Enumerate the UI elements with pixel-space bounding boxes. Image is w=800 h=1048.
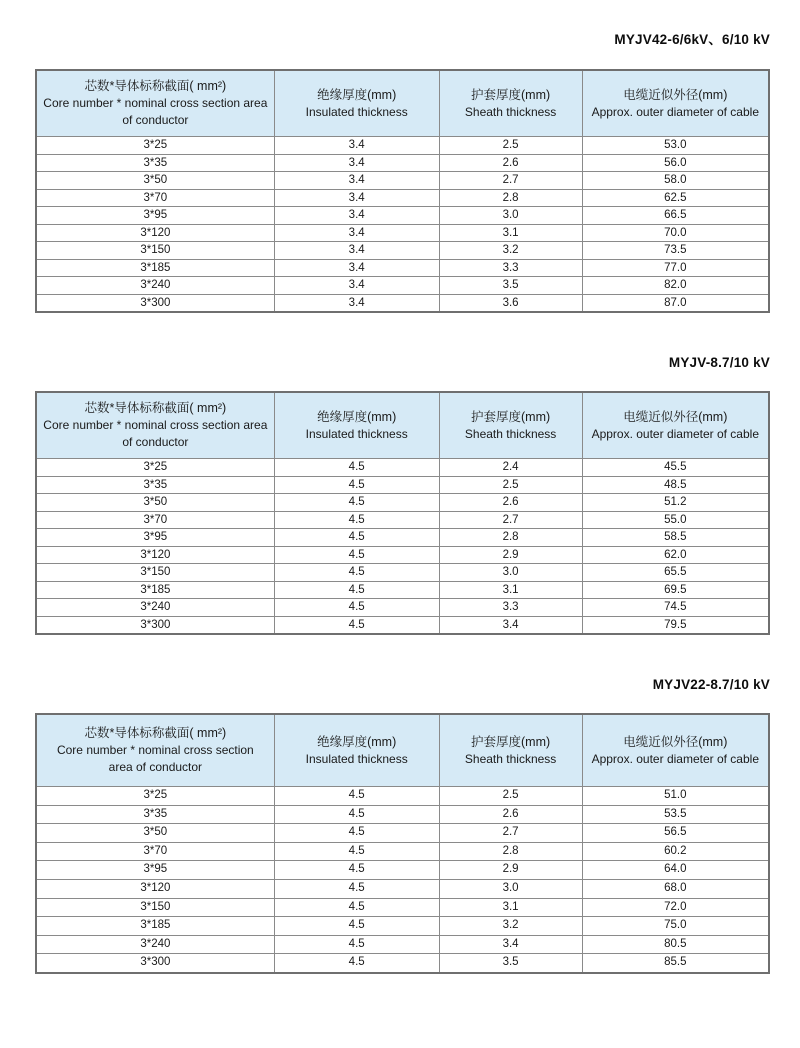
table-row — [36, 564, 769, 582]
table-cell-col3: 77.0 — [582, 259, 769, 277]
table-cell-col0: 3*70 — [36, 189, 274, 207]
table-cell-col0: 3*150 — [36, 242, 274, 260]
table-cell-col2: 3.1 — [439, 581, 582, 599]
table-cell-col3: 73.5 — [582, 242, 769, 260]
table-cell-col2: 2.6 — [439, 494, 582, 512]
table-cell-col1: 3.4 — [274, 242, 439, 260]
table-row — [36, 259, 769, 277]
table-cell-col2: 2.6 — [439, 805, 582, 824]
table-cell-col0: 3*50 — [36, 824, 274, 843]
column-header-en: area of conductor — [108, 760, 203, 774]
column-header-0 — [36, 714, 274, 787]
table-cell-col0: 3*120 — [36, 224, 274, 242]
table-cell-col2: 3.5 — [439, 954, 582, 973]
table-cell-col2: 3.4 — [439, 935, 582, 954]
table-cell-col0: 3*70 — [36, 842, 274, 861]
table-row — [36, 242, 769, 260]
table-cell-col1: 3.4 — [274, 137, 439, 155]
table-cell-col1: 4.5 — [274, 459, 439, 477]
table-cell-col1: 4.5 — [274, 842, 439, 861]
table-cell-col3: 85.5 — [582, 954, 769, 973]
table-row — [36, 898, 769, 917]
table-cell-col1: 3.4 — [274, 207, 439, 225]
table-cell-col2: 2.7 — [439, 511, 582, 529]
table-cell-col3: 62.5 — [582, 189, 769, 207]
table-row — [36, 917, 769, 936]
table-cell-col2: 2.9 — [439, 861, 582, 880]
table-row — [36, 137, 769, 155]
table-cell-col3: 79.5 — [582, 616, 769, 634]
table-cell-col3: 70.0 — [582, 224, 769, 242]
table-row — [36, 787, 769, 806]
table-cell-col3: 45.5 — [582, 459, 769, 477]
column-header-3 — [582, 70, 769, 137]
table-cell-col1: 4.5 — [274, 476, 439, 494]
table-cell-col1: 4.5 — [274, 824, 439, 843]
column-header-en: Sheath thickness — [464, 426, 557, 441]
table-title-myjv22: MYJV22-8.7/10 kV — [652, 677, 770, 692]
table-cell-col0: 3*95 — [36, 529, 274, 547]
table-row — [36, 172, 769, 190]
table-cell-col0: 3*300 — [36, 616, 274, 634]
column-header-zh: 芯数*导体标称截面( mm²) — [84, 79, 227, 93]
column-header-1 — [274, 392, 439, 459]
column-header-1 — [274, 714, 439, 787]
table-cell-col1: 3.4 — [274, 154, 439, 172]
table-cell-col2: 2.8 — [439, 842, 582, 861]
table-row — [36, 805, 769, 824]
table-cell-col0: 3*70 — [36, 511, 274, 529]
table-cell-col2: 3.2 — [439, 917, 582, 936]
table-row — [36, 207, 769, 225]
table-cell-col1: 4.5 — [274, 599, 439, 617]
column-header-en: of conductor — [122, 113, 189, 127]
table-cell-col0: 3*300 — [36, 294, 274, 312]
column-header-3 — [582, 714, 769, 787]
table-cell-col1: 4.5 — [274, 581, 439, 599]
column-header-en: Insulated thickness — [305, 426, 408, 441]
cable-spec-table-myjv42 — [35, 69, 770, 313]
table-row — [36, 189, 769, 207]
table-cell-col0: 3*185 — [36, 917, 274, 936]
table-row — [36, 224, 769, 242]
table-cell-col3: 48.5 — [582, 476, 769, 494]
table-cell-col3: 51.2 — [582, 494, 769, 512]
table-cell-col0: 3*95 — [36, 207, 274, 225]
table-cell-col1: 3.4 — [274, 277, 439, 295]
column-header-en: of conductor — [122, 435, 189, 449]
table-cell-col3: 58.0 — [582, 172, 769, 190]
column-header-en: Core number * nominal cross section area — [43, 418, 268, 432]
cable-spec-section-myjv42 — [35, 0, 770, 313]
table-row — [36, 842, 769, 861]
column-header-zh: 护套厚度(mm) — [471, 87, 551, 102]
table-cell-col2: 2.8 — [439, 529, 582, 547]
table-row — [36, 581, 769, 599]
table-cell-col3: 75.0 — [582, 917, 769, 936]
table-cell-col3: 53.0 — [582, 137, 769, 155]
table-cell-col0: 3*35 — [36, 154, 274, 172]
column-header-zh: 绝缘厚度(mm) — [317, 87, 397, 102]
column-header-0 — [36, 392, 274, 459]
table-cell-col0: 3*50 — [36, 172, 274, 190]
table-cell-col3: 80.5 — [582, 935, 769, 954]
table-cell-col3: 65.5 — [582, 564, 769, 582]
table-cell-col3: 58.5 — [582, 529, 769, 547]
table-row — [36, 277, 769, 295]
table-cell-col2: 3.3 — [439, 599, 582, 617]
column-header-2 — [439, 392, 582, 459]
table-cell-col2: 2.5 — [439, 476, 582, 494]
table-cell-col2: 2.7 — [439, 824, 582, 843]
column-header-zh: 绝缘厚度(mm) — [317, 409, 397, 424]
table-cell-col0: 3*50 — [36, 494, 274, 512]
table-cell-col2: 3.5 — [439, 277, 582, 295]
column-header-zh: 绝缘厚度(mm) — [317, 734, 397, 749]
table-cell-col1: 4.5 — [274, 898, 439, 917]
header-row — [36, 70, 769, 137]
table-cell-col1: 4.5 — [274, 787, 439, 806]
table-cell-col1: 4.5 — [274, 546, 439, 564]
table-row — [36, 546, 769, 564]
table-row — [36, 616, 769, 634]
table-cell-col2: 2.8 — [439, 189, 582, 207]
table-cell-col0: 3*150 — [36, 564, 274, 582]
table-cell-col3: 72.0 — [582, 898, 769, 917]
table-cell-col0: 3*25 — [36, 137, 274, 155]
column-header-en: Insulated thickness — [305, 104, 408, 119]
table-row — [36, 154, 769, 172]
table-cell-col0: 3*150 — [36, 898, 274, 917]
table-row — [36, 511, 769, 529]
table-row — [36, 494, 769, 512]
table-cell-col3: 68.0 — [582, 879, 769, 898]
table-cell-col0: 3*240 — [36, 599, 274, 617]
table-row — [36, 529, 769, 547]
table-cell-col2: 2.5 — [439, 787, 582, 806]
table-cell-col3: 56.5 — [582, 824, 769, 843]
table-cell-col1: 3.4 — [274, 224, 439, 242]
table-cell-col3: 55.0 — [582, 511, 769, 529]
column-header-0 — [36, 70, 274, 137]
table-cell-col3: 51.0 — [582, 787, 769, 806]
table-cell-col0: 3*120 — [36, 546, 274, 564]
cable-spec-table-myjv22 — [35, 713, 770, 974]
table-cell-col0: 3*25 — [36, 787, 274, 806]
column-header-zh: 护套厚度(mm) — [471, 734, 551, 749]
table-cell-col0: 3*300 — [36, 954, 274, 973]
table-cell-col1: 4.5 — [274, 954, 439, 973]
table-cell-col0: 3*95 — [36, 861, 274, 880]
table-cell-col3: 53.5 — [582, 805, 769, 824]
cable-spec-table-myjv — [35, 391, 770, 635]
table-cell-col0: 3*185 — [36, 259, 274, 277]
table-cell-col1: 4.5 — [274, 879, 439, 898]
table-row — [36, 459, 769, 477]
table-cell-col2: 3.0 — [439, 207, 582, 225]
column-header-zh: 芯数*导体标称截面( mm²) — [84, 401, 227, 415]
header-row — [36, 392, 769, 459]
table-cell-col0: 3*240 — [36, 277, 274, 295]
table-cell-col2: 3.3 — [439, 259, 582, 277]
table-cell-col1: 4.5 — [274, 861, 439, 880]
table-cell-col1: 4.5 — [274, 805, 439, 824]
column-header-en: Core number * nominal cross section area — [43, 96, 268, 110]
column-header-zh: 芯数*导体标称截面( mm²) — [84, 726, 227, 740]
table-cell-col0: 3*120 — [36, 879, 274, 898]
table-cell-col2: 3.1 — [439, 224, 582, 242]
table-cell-col2: 2.9 — [439, 546, 582, 564]
table-row — [36, 476, 769, 494]
table-cell-col2: 3.1 — [439, 898, 582, 917]
table-row — [36, 954, 769, 973]
table-cell-col3: 64.0 — [582, 861, 769, 880]
table-title-myjv: MYJV-8.7/10 kV — [668, 355, 770, 370]
table-cell-col3: 82.0 — [582, 277, 769, 295]
table-cell-col3: 62.0 — [582, 546, 769, 564]
table-cell-col2: 3.4 — [439, 616, 582, 634]
table-row — [36, 294, 769, 312]
column-header-2 — [439, 70, 582, 137]
cable-spec-section-myjv22 — [35, 635, 770, 974]
table-cell-col1: 3.4 — [274, 189, 439, 207]
table-cell-col1: 3.4 — [274, 172, 439, 190]
table-cell-col1: 3.4 — [274, 294, 439, 312]
table-cell-col3: 66.5 — [582, 207, 769, 225]
table-cell-col2: 2.5 — [439, 137, 582, 155]
column-header-en: Approx. outer diameter of cable — [591, 426, 759, 441]
column-header-en: Sheath thickness — [464, 104, 557, 119]
table-cell-col2: 2.7 — [439, 172, 582, 190]
table-row — [36, 861, 769, 880]
table-cell-col3: 69.5 — [582, 581, 769, 599]
column-header-zh: 护套厚度(mm) — [471, 409, 551, 424]
table-cell-col3: 87.0 — [582, 294, 769, 312]
table-row — [36, 879, 769, 898]
table-row — [36, 935, 769, 954]
table-cell-col1: 4.5 — [274, 616, 439, 634]
table-cell-col0: 3*185 — [36, 581, 274, 599]
cable-spec-section-myjv — [35, 313, 770, 635]
table-cell-col1: 3.4 — [274, 259, 439, 277]
column-header-en: Core number * nominal cross section — [56, 743, 254, 757]
column-header-en: Approx. outer diameter of cable — [591, 751, 759, 766]
table-cell-col3: 60.2 — [582, 842, 769, 861]
table-cell-col0: 3*35 — [36, 805, 274, 824]
table-cell-col0: 3*25 — [36, 459, 274, 477]
column-header-2 — [439, 714, 582, 787]
column-header-en: Insulated thickness — [305, 751, 408, 766]
table-row — [36, 599, 769, 617]
column-header-3 — [582, 392, 769, 459]
column-header-1 — [274, 70, 439, 137]
table-cell-col2: 3.6 — [439, 294, 582, 312]
table-cell-col1: 4.5 — [274, 494, 439, 512]
table-cell-col3: 74.5 — [582, 599, 769, 617]
header-row — [36, 714, 769, 787]
table-cell-col0: 3*240 — [36, 935, 274, 954]
table-cell-col2: 2.4 — [439, 459, 582, 477]
table-cell-col2: 3.0 — [439, 879, 582, 898]
table-cell-col2: 2.6 — [439, 154, 582, 172]
table-cell-col1: 4.5 — [274, 917, 439, 936]
table-cell-col2: 3.2 — [439, 242, 582, 260]
table-title-myjv42: MYJV42-6/6kV、6/10 kV — [614, 32, 770, 47]
column-header-en: Approx. outer diameter of cable — [591, 104, 759, 119]
table-cell-col0: 3*35 — [36, 476, 274, 494]
column-header-en: Sheath thickness — [464, 751, 557, 766]
table-cell-col1: 4.5 — [274, 529, 439, 547]
column-header-zh: 电缆近似外径(mm) — [623, 87, 728, 102]
table-row — [36, 824, 769, 843]
table-cell-col2: 3.0 — [439, 564, 582, 582]
table-cell-col1: 4.5 — [274, 935, 439, 954]
table-cell-col1: 4.5 — [274, 564, 439, 582]
column-header-zh: 电缆近似外径(mm) — [623, 409, 728, 424]
table-cell-col3: 56.0 — [582, 154, 769, 172]
table-cell-col1: 4.5 — [274, 511, 439, 529]
column-header-zh: 电缆近似外径(mm) — [623, 734, 728, 749]
